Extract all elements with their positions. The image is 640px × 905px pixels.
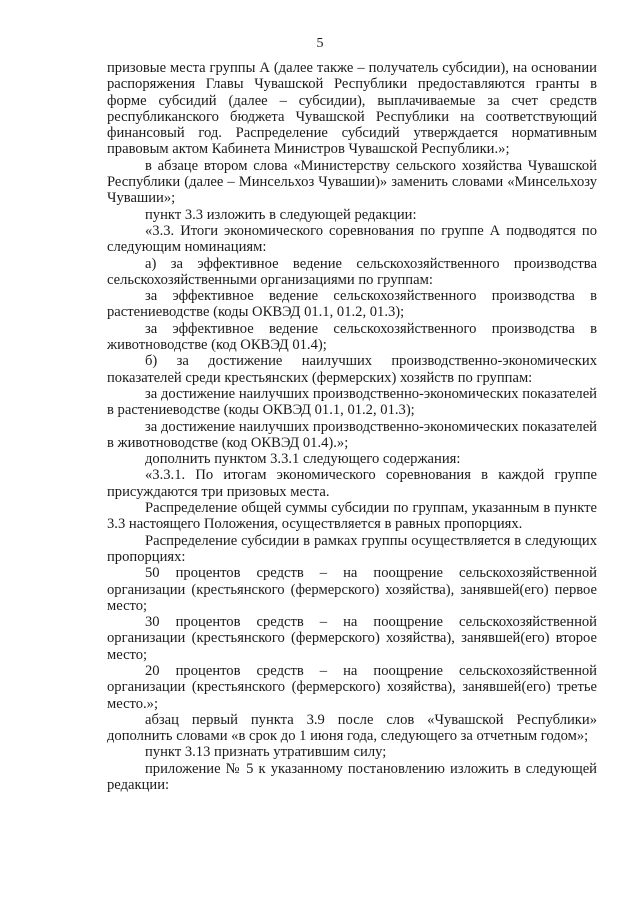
paragraph: за достижение наилучших производственно-экономических показателей в растениеводстве (коды ОКВЭД 01.1, 01.2, 01.3);: [107, 385, 597, 419]
paragraph: дополнить пунктом 3.3.1 следующего содержания:: [145, 451, 461, 468]
paragraph: Распределение общей суммы субсидии по группам, указанным в пункте 3.3 настоящего Положения, осуществляется в равных пропорциях.: [107, 500, 597, 533]
paragraph: Распределение субсидии в рамках группы осуществляется в следующих пропорциях:: [107, 532, 597, 565]
paragraph: в абзаце втором слова «Министерству сельского хозяйства Чувашской Республики (далее – Минсельхоз Чувашии)» заменить словами «Минсельхозу Чувашии»;: [107, 157, 597, 207]
paragraph: 30 процентов средств – на поощрение сельскохозяйственной организации (крестьянского (фермерского) хозяйства), занявшей(его) второе место;: [107, 614, 597, 663]
page-number: 5: [316, 36, 324, 51]
paragraph: а) за эффективное ведение сельскохозяйственного производства сельскохозяйственными организациями по группам:: [107, 255, 597, 288]
paragraph: б) за достижение наилучших производственно-экономических показателей среди крестьянских (фермерских) хозяйств по группам:: [107, 353, 597, 386]
paragraph: за достижение наилучших производственно-экономических показателей в животноводстве (код ОКВЭД 01.4).»;: [107, 418, 597, 451]
paragraph: за эффективное ведение сельскохозяйственного производства в животноводстве (код ОКВЭД 01.4);: [107, 320, 597, 354]
paragraph: пункт 3.3 изложить в следующей редакции:: [145, 206, 417, 223]
document-body: [107, 60, 597, 793]
paragraph: приложение № 5 к указанному постановлению изложить в следующей редакции:: [107, 760, 597, 794]
paragraph: «3.3.1. По итогам экономического соревнования в каждой группе присуждаются три призовых места.: [107, 467, 597, 500]
paragraph: абзац первый пункта 3.9 после слов «Чувашской Республики» дополнить словами «в срок до 1 июня года, следующего за отчетным годом»;: [107, 711, 597, 745]
paragraph: 20 процентов средств – на поощрение сельскохозяйственной организации (крестьянского (фермерского) хозяйства), занявшей(его) третье место.»;: [107, 662, 597, 712]
paragraph: «3.3. Итоги экономического соревнования по группе А подводятся по следующим номинациям:: [107, 222, 597, 256]
paragraph: призовые места группы А (далее также – получатель субсидии), на основании распоряжения Главы Чувашской Республики предоставляются гранты в форме субсидий (далее – субсидии), выплачиваемые за счет средств республиканского бюджета Чувашской Республики на соответствующий финансовый год. Распределение субсидий утверждается нормативным правовым актом Кабинета Министров Чувашской Республики.»;: [107, 60, 597, 158]
paragraph: за эффективное ведение сельскохозяйственного производства в растениеводстве (коды ОКВЭД 01.1, 01.2, 01.3);: [107, 288, 597, 321]
paragraph: пункт 3.13 признать утратившим силу;: [145, 744, 387, 761]
paragraph: 50 процентов средств – на поощрение сельскохозяйственной организации (крестьянского (фермерского) хозяйства), занявшей(его) первое место;: [107, 565, 597, 614]
